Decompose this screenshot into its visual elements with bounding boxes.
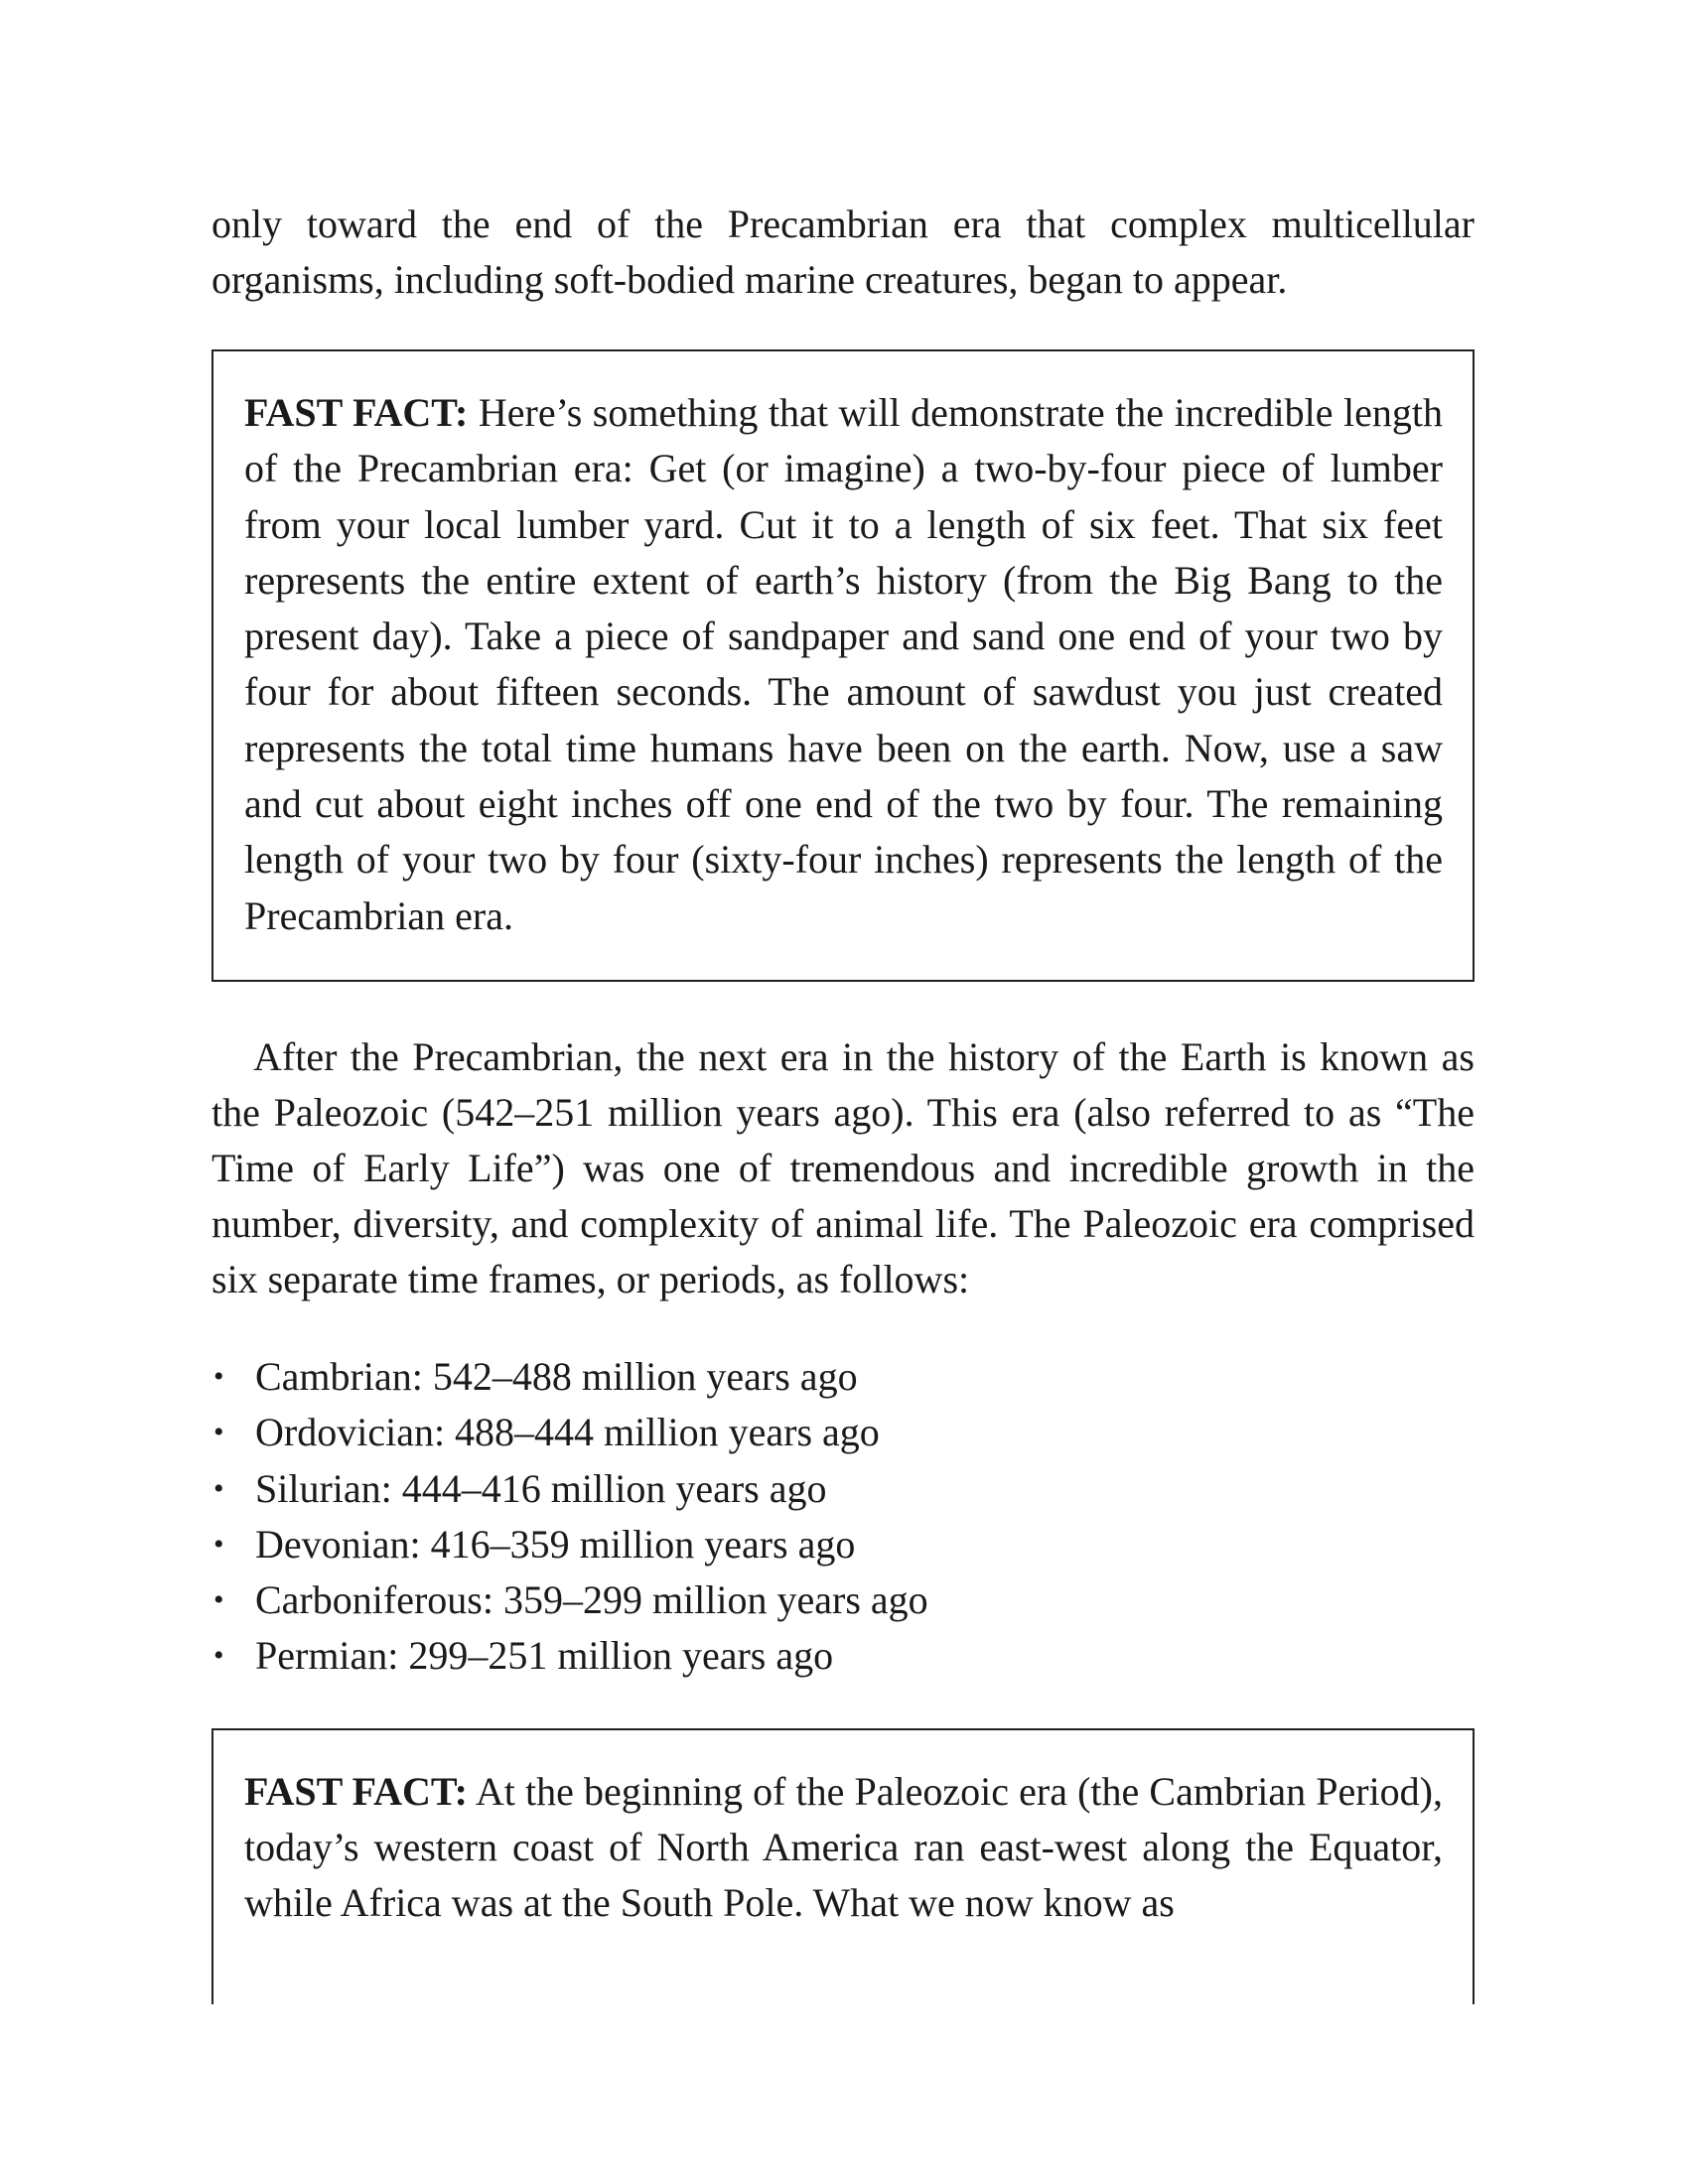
bullet-icon: • bbox=[213, 1639, 224, 1673]
intro-continuation-paragraph: only toward the end of the Precambrian era that complex multicellular organisms, including soft-bodied marine creatures, began to appear. bbox=[211, 202, 1475, 302]
period-label: Cambrian: 542–488 million years ago bbox=[255, 1353, 858, 1399]
fast-fact-text: At the beginning of the Paleozoic era (the Cambrian Period), today’s western coast of North America ran east-west along the Equator, while Africa was at the South Pole. What we now know as bbox=[244, 1768, 1444, 1926]
list-item bbox=[211, 1572, 1475, 1628]
fast-fact-paragraph bbox=[244, 385, 1443, 944]
bullet-icon: • bbox=[213, 1416, 224, 1449]
period-label: Silurian: 444–416 million years ago bbox=[255, 1465, 827, 1511]
fast-fact-label: FAST FACT: bbox=[244, 1768, 468, 1814]
bullet-icon: • bbox=[213, 1359, 224, 1393]
paleozoic-paragraph: After the Precambrian, the next era in the history of the Earth is known as the Paleozoic (542–251 million years ago). This era (also referred to as “The Time of Early Life”) was one of tremendous and incredible growth in the number, diversity, and complexity of animal life. The Paleozoic era comprised six separate time frames, or periods, as follows: bbox=[211, 1033, 1475, 1301]
list-item bbox=[211, 1349, 1475, 1405]
fast-fact-box bbox=[211, 349, 1475, 982]
period-list bbox=[211, 1349, 1475, 1685]
list-item bbox=[211, 1461, 1475, 1517]
fast-fact-paragraph bbox=[244, 1764, 1443, 1932]
period-label: Carboniferous: 359–299 million years ago bbox=[255, 1577, 928, 1623]
bullet-icon: • bbox=[213, 1471, 224, 1505]
fast-fact-box-continued bbox=[211, 1728, 1475, 2004]
period-label: Devonian: 416–359 million years ago bbox=[255, 1521, 856, 1567]
bullet-icon: • bbox=[213, 1583, 224, 1617]
fast-fact-text: Here’s something that will demonstrate the incredible length of the Precambrian era: Get (or imagine) a two-by-four piece of lumber from your local lumber yard. Cut it to a length of six feet. That six feet represents the entire extent of earth’s history (from the Big Bang to the present day). Take a piece of sandpaper and sand one end of your two by four for about fifteen seconds. The amount of sawdust you just created represents the total time humans have been on the earth. Now, use a saw and cut about eight inches off one end of the two by four. The remaining length of your two by four (sixty-four inches) represents the length of the Precambrian era. bbox=[244, 390, 1443, 938]
period-label: Permian: 299–251 million years ago bbox=[255, 1633, 834, 1679]
page-content bbox=[211, 197, 1475, 2004]
list-item bbox=[211, 1405, 1475, 1460]
fast-fact-label: FAST FACT: bbox=[244, 390, 469, 435]
bullet-icon: • bbox=[213, 1527, 224, 1561]
list-item bbox=[211, 1628, 1475, 1684]
period-label: Ordovician: 488–444 million years ago bbox=[255, 1410, 880, 1455]
list-item bbox=[211, 1517, 1475, 1572]
